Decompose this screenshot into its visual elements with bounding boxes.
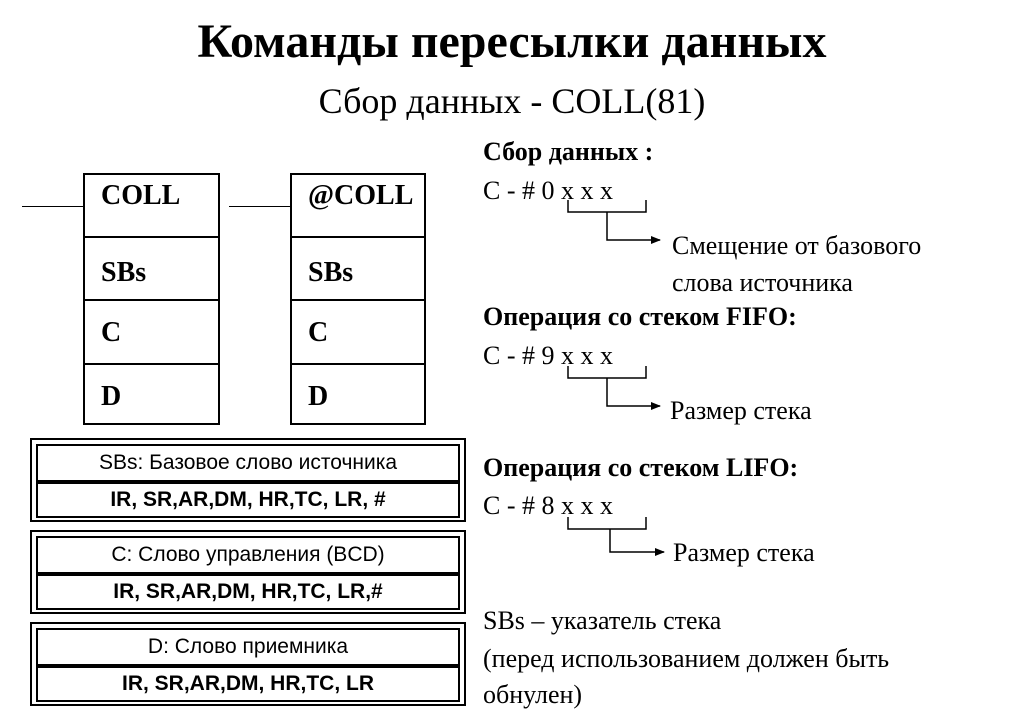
control-code-collect: C - # 0 x x x	[483, 176, 613, 205]
footnote-line-1: SBs – указатель стека	[483, 606, 722, 635]
operand-c: C	[292, 299, 424, 347]
operand-d: D	[292, 363, 424, 411]
section-heading-fifo: Операция со стеком FIFO:	[483, 302, 797, 331]
c-info-label: C: Слово управления (BCD)	[36, 536, 460, 574]
operand-c: C	[85, 299, 218, 347]
bracket-lifo	[568, 517, 664, 552]
page-title: Команды пересылки данных	[197, 15, 827, 68]
sbs-info-areas: IR, SR,AR,DM, HR,TC, LR, #	[36, 482, 460, 518]
operand-sbs: SBs	[85, 236, 218, 287]
c-info-areas: IR, SR,AR,DM, HR,TC, LR,#	[36, 574, 460, 610]
d-info-label: D: Слово приемника	[36, 628, 460, 666]
bracket-fifo	[568, 366, 660, 406]
d-info-areas: IR, SR,AR,DM, HR,TC, LR	[36, 666, 460, 702]
footnote-line-3: обнулен)	[483, 680, 583, 709]
footnote-line-2: (перед использованием должен быть	[483, 644, 890, 673]
block-name: @COLL	[308, 180, 414, 211]
page-subtitle: Сбор данных - COLL(81)	[318, 81, 706, 121]
control-code-fifo: C - # 9 x x x	[483, 341, 613, 370]
block-name: COLL	[101, 180, 181, 211]
sbs-info-label: SBs: Базовое слово источника	[36, 444, 460, 482]
note-lifo: Размер стека	[673, 538, 815, 567]
section-heading-collect: Сбор данных :	[483, 137, 654, 166]
operand-sbs: SBs	[292, 236, 424, 287]
operand-d: D	[85, 363, 218, 411]
note-fifo: Размер стека	[670, 396, 812, 425]
bracket-collect	[568, 200, 660, 240]
note-collect-line-1: Смещение от базового	[672, 231, 922, 260]
note-collect-line-2: слова источника	[672, 268, 853, 297]
section-heading-lifo: Операция со стеком LIFO:	[483, 453, 799, 482]
control-code-lifo: C - # 8 x x x	[483, 491, 613, 520]
